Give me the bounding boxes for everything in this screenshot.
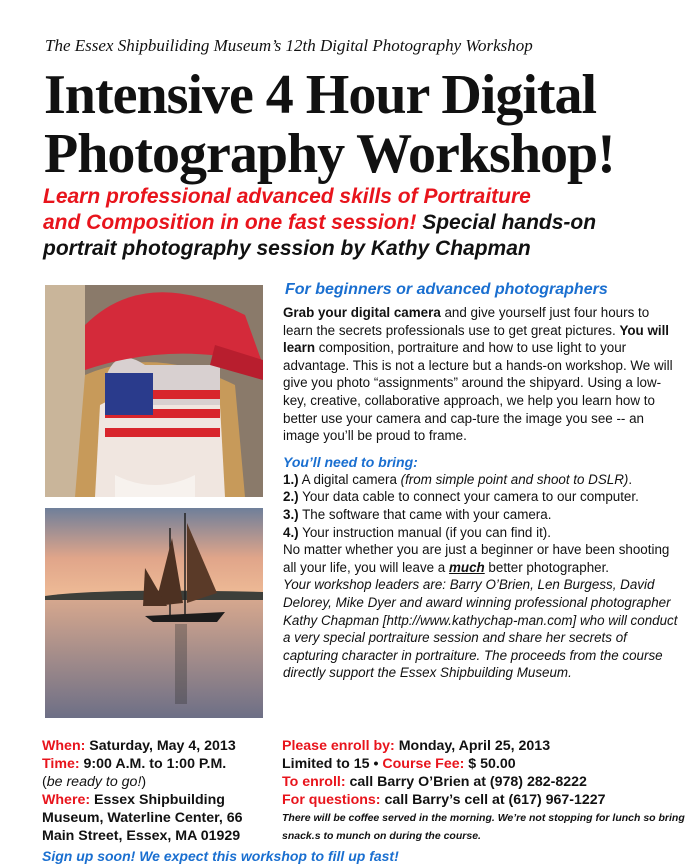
schooner-photo	[45, 508, 263, 718]
subtitle-line-3: portrait photography session by Kathy Chapman	[43, 237, 531, 260]
when-label: When:	[42, 738, 86, 754]
intro-paragraph	[283, 304, 678, 445]
portrait-photo	[45, 285, 263, 497]
item-text: Your data cable to connect your camera to our computer.	[298, 489, 639, 505]
enroll-by-value: Monday, April 25, 2013	[394, 738, 551, 754]
to-enroll-label: To enroll:	[282, 774, 346, 790]
fee-label: Course Fee:	[382, 756, 465, 772]
subtitle-red: and Composition in one fast session!	[43, 211, 417, 234]
enroll-details	[282, 737, 692, 845]
item-note: (from simple point and shoot to DSLR)	[400, 471, 629, 487]
item-number: 3.)	[283, 506, 299, 522]
kicker-line: The Essex Shipbuiliding Museum’s 12th Digital Photography Workshop	[45, 36, 533, 55]
item-number: 2.)	[283, 489, 299, 505]
bring-heading: You’ll need to bring:	[283, 453, 418, 470]
fee-value: $ 50.00	[464, 756, 516, 772]
list-item	[283, 506, 678, 524]
closing-2: better photographer.	[484, 559, 610, 575]
subtitle-line-1: Learn professional advanced skills of Portraiture	[43, 185, 531, 208]
item-text: The software that came with your camera.	[298, 506, 552, 522]
item-text: A digital camera	[298, 471, 401, 487]
event-details: When: Saturday, May 4, 2013 Time: 9:00 A.M. to 1:00 P.M. (be ready to go!) Where: Essex Shipbuilding Museum, Waterline Center, 66 Main Street, Essex, MA 01929	[42, 738, 243, 844]
footer-callout: Sign up soon! We expect this workshop to fill up fast!	[42, 848, 399, 864]
coffee-note: There will be coffee served in the morning. We’re not stopping for lunch so bring snack.s to munch on during the course.	[282, 812, 685, 842]
bring-list	[283, 471, 678, 682]
item-end: .	[628, 471, 633, 487]
time-value: 9:00 A.M. to 1:00 P.M.	[79, 756, 227, 772]
intro-text-1: and give yourself just four hours to learn the secrets professionals use to get great pictures.	[283, 305, 650, 338]
questions-value[interactable]: call Barry’s cell at (617) 967-1227	[380, 792, 606, 808]
closing-1: No matter whether you are just a beginner or have been shooting all your life, you will leave a	[283, 542, 670, 575]
subtitle-black: Special hands-on	[416, 211, 597, 234]
time-label: Time:	[42, 756, 80, 772]
subtitle-line-2	[43, 210, 596, 236]
where-label: Where:	[42, 792, 91, 808]
closing-emphasis: much	[448, 559, 485, 575]
questions-label: For questions:	[282, 792, 381, 808]
when-value: Saturday, May 4, 2013	[85, 738, 236, 754]
intro-heading: For beginners or advanced photographers	[285, 281, 608, 298]
where-value: Essex Shipbuilding Museum, Waterline Center, 66 Main Street, Essex, MA 01929	[42, 792, 243, 844]
page-title-line-1: Intensive 4 Hour Digital	[44, 64, 597, 126]
ready-note: be ready to go!	[46, 774, 142, 790]
bold-learn: You will learn	[283, 322, 670, 356]
item-number: 4.)	[283, 524, 299, 540]
leaders-text: Your workshop leaders are: Barry O’Brien, Len Burgess, David Delorey, Mike Dyer and award winning professional photographer Kathy Chapman [http://www.kathychap-man.com] who will conduct a very special portraiture session and share her secrets of capturing character in portraiture. The proceeds from the course directly support the Essex Shipbuilding Museum.	[283, 577, 678, 681]
item-text: Your instruction manual (if you can find it).	[298, 524, 551, 540]
right-column	[283, 280, 678, 682]
list-item	[283, 471, 678, 489]
item-number: 1.)	[283, 471, 299, 487]
to-enroll-value[interactable]: call Barry O’Brien at (978) 282-8222	[345, 774, 587, 790]
limit-text: Limited to 15 •	[282, 756, 383, 772]
page-title-line-2: Photography Workshop!	[44, 123, 615, 185]
intro-text-2: composition, portraiture and how to use light to your advantage. This is not a lecture but a hands-on workshop. We will give you photo “assignments” around the shipyard. Using a low-key, creative, collaborative approach, we help you learn how to better use your camera and cap-ture the image you see -- an image you’ll be proud to frame.	[283, 340, 673, 444]
list-item	[283, 488, 678, 506]
bold-grab: Grab your digital camera	[283, 305, 441, 320]
list-item	[283, 524, 678, 542]
closing-text	[283, 541, 678, 576]
enroll-by-label: Please enroll by:	[282, 738, 395, 754]
